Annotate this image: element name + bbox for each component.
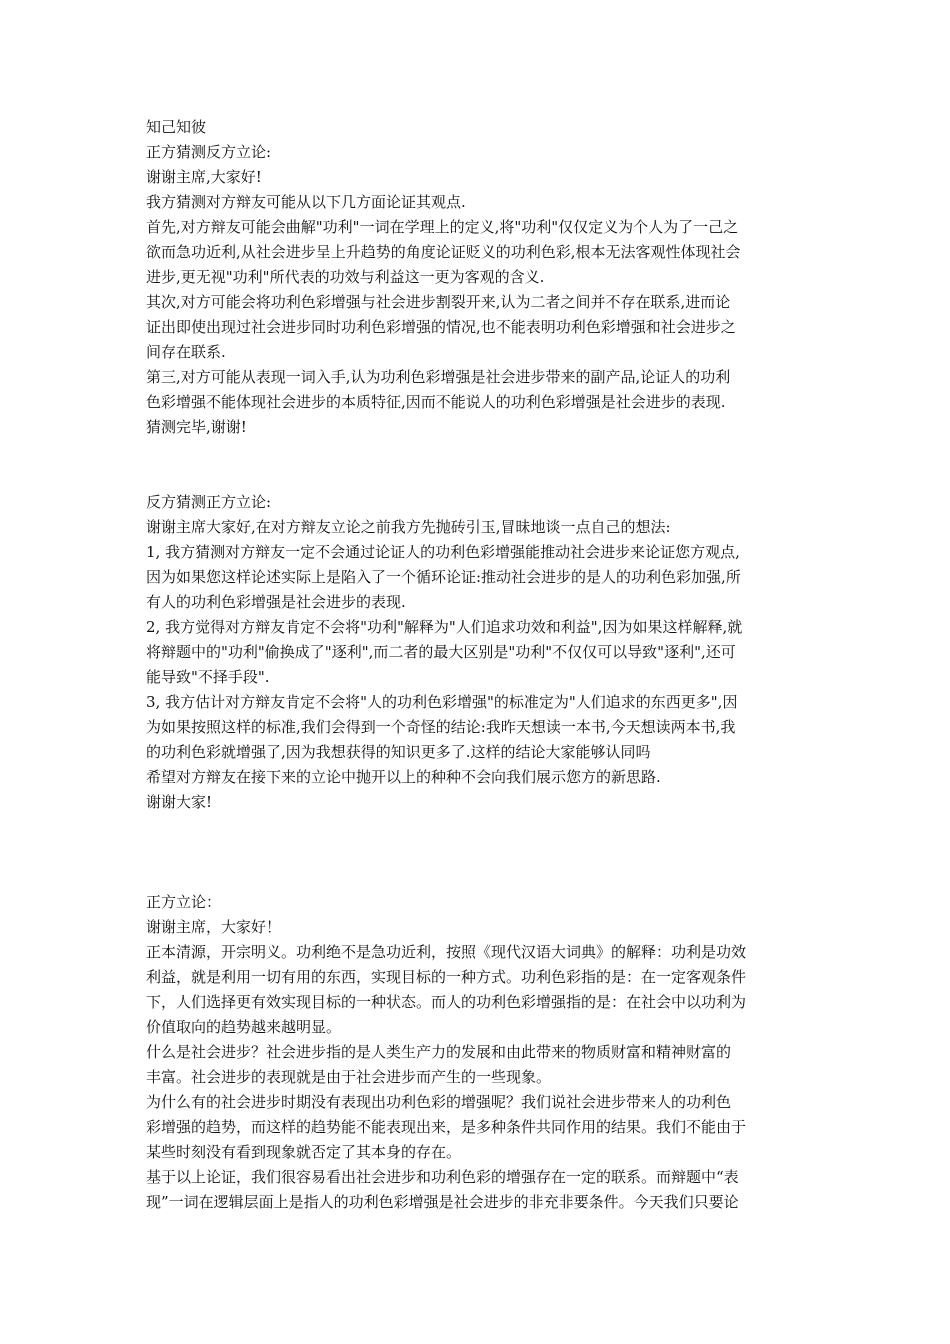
text-line: 什么是社会进步？社会进步指的是人类生产力的发展和由此带来的物质财富和精神财富的 xyxy=(146,1043,732,1061)
text-line: 基于以上论证，我们很容易看出社会进步和功利色彩的增强存在一定的联系。而辩题中“表 xyxy=(146,1168,739,1186)
text-line: 下，人们选择更有效实现目标的一种状态。而人的功利色彩增强指的是：在社会中以功利为 xyxy=(146,993,747,1011)
text-line: 2, 我方觉得对方辩友肯定不会将"功利"解释为"人们追求功效和利益",因为如果这样解释,就 xyxy=(146,618,743,636)
text-line: 首先,对方辩友可能会曲解"功利"一词在学理上的定义,将"功利"仅仅定义为个人为了一己之 xyxy=(146,218,739,236)
section-heading: 反方猜测正方立论: xyxy=(146,493,272,511)
doc-title: 知己知彼 xyxy=(146,118,207,136)
text-line: 欲而急功近利,从社会进步呈上升趋势的角度论证贬义的功利色彩,根本无法客观性体现社会 xyxy=(146,243,741,261)
text-line: 猜测完毕,谢谢! xyxy=(146,418,247,436)
text-line: 为如果按照这样的标准,我们会得到一个奇怪的结论:我昨天想读一本书,今天想读两本书,我 xyxy=(146,718,736,736)
text-line: 其次,对方可能会将功利色彩增强与社会进步割裂开来,认为二者之间并不存在联系,进而论 xyxy=(146,293,731,311)
text-line: 证出即使出现过社会进步同时功利色彩增强的情况,也不能表明功利色彩增强和社会进步之 xyxy=(146,318,736,336)
document-page xyxy=(146,115,812,1215)
text-line: 丰富。社会进步的表现就是由于社会进步而产生的一些现象。 xyxy=(146,1068,552,1086)
text-line: 色彩增强不能体现社会进步的本质特征,因而不能说人的功利色彩增强是社会进步的表现. xyxy=(146,393,726,411)
text-line: 谢谢主席，大家好！ xyxy=(146,918,282,936)
text-line: 能导致"不择手段". xyxy=(146,668,270,686)
text-line: 1, 我方猜测对方辩友一定不会通过论证人的功利色彩增强能推动社会进步来论证您方观点, xyxy=(146,543,740,561)
text-line: 第三,对方可能从表现一词入手,认为功利色彩增强是社会进步带来的副产品,论证人的功利 xyxy=(146,368,731,386)
text-line: 因为如果您这样论述实际上是陷入了一个循环论证:推动社会进步的是人的功利色彩加强,所 xyxy=(146,568,741,586)
section-fanfang-guess xyxy=(146,490,812,815)
text-line: 某些时刻没有看到现象就否定了其本身的存在。 xyxy=(146,1143,462,1161)
text-line: 利益，就是利用一切有用的东西，实现目标的一种方式。功利色彩指的是：在一定客观条件 xyxy=(146,968,747,986)
text-line: 谢谢主席大家好,在对方辩友立论之前我方先抛砖引玉,冒昧地谈一点自己的想法: xyxy=(146,518,671,536)
text-line: 谢谢主席,大家好! xyxy=(146,168,262,186)
text-line: 3, 我方估计对方辩友肯定不会将"人的功利色彩增强"的标准定为"人们追求的东西更多",因 xyxy=(146,693,738,711)
text-line: 希望对方辩友在接下来的立论中抛开以上的种种不会向我们展示您方的新思路. xyxy=(146,768,661,786)
text-line: 谢谢大家! xyxy=(146,793,213,811)
text-line: 将辩题中的"功利"偷换成了"逐利",而二者的最大区别是"功利"不仅仅可以导致"逐利",还可 xyxy=(146,643,736,661)
section-zhengfang-lilun xyxy=(146,890,812,1215)
text-line: 间存在联系. xyxy=(146,343,226,361)
section-heading: 正方立论： xyxy=(146,893,222,911)
text-line: 正本清源，开宗明义。功利绝不是急功近利，按照《现代汉语大词典》的解释：功利是功效 xyxy=(146,943,747,961)
text-line: 为什么有的社会进步时期没有表现出功利色彩的增强呢？我们说社会进步带来人的功利色 xyxy=(146,1093,732,1111)
text-line: 现”一词在逻辑层面上是指人的功利色彩增强是社会进步的非充非要条件。今天我们只要论 xyxy=(146,1193,739,1211)
text-line: 价值取向的趋势越来越明显。 xyxy=(146,1018,342,1036)
section-heading: 正方猜测反方立论: xyxy=(146,143,272,161)
section-zhengfang-guess xyxy=(146,115,812,440)
text-line: 彩增强的趋势，而这样的趋势能不能表现出来，是多种条件共同作用的结果。我们不能由于 xyxy=(146,1118,747,1136)
text-line: 的功利色彩就增强了,因为我想获得的知识更多了.这样的结论大家能够认同吗 xyxy=(146,743,651,761)
text-line: 有人的功利色彩增强是社会进步的表现. xyxy=(146,593,406,611)
text-line: 我方猜测对方辩友可能从以下几方面论证其观点. xyxy=(146,193,466,211)
text-line: 进步,更无视"功利"所代表的功效与利益这一更为客观的含义. xyxy=(146,268,545,286)
